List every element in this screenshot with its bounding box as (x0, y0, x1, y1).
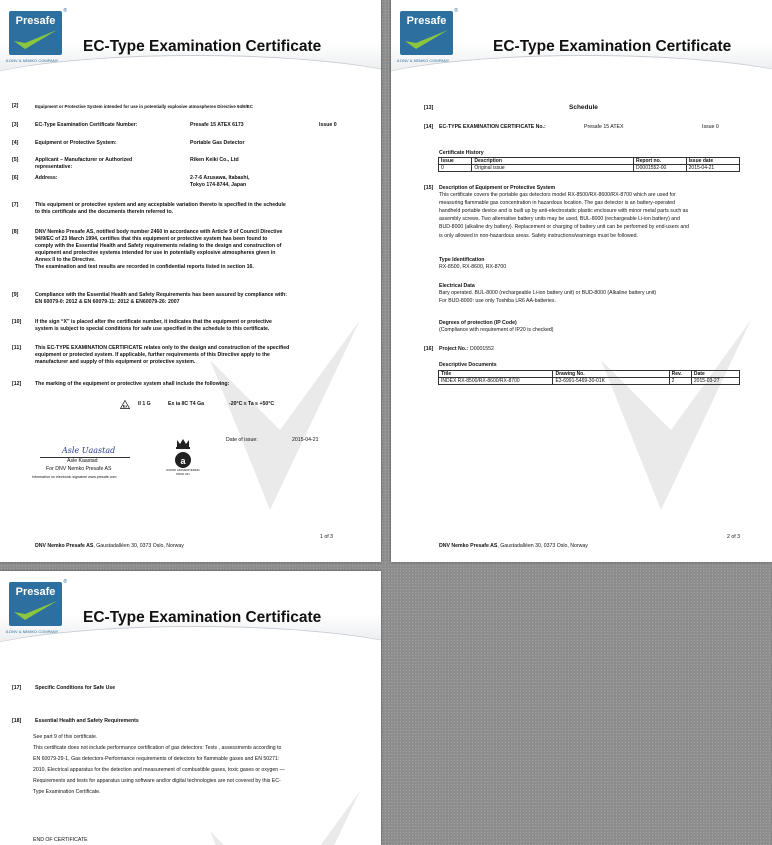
ehsr-line: EN 60079-29-1, Gas detectors-Performance requirements of detectors for flammable gases and EN 50271: (33, 756, 280, 762)
table-header-cell: Report no. (634, 158, 687, 165)
certificate-page-2 (391, 0, 772, 562)
footer-org: DNV Nemko Presafe AS (439, 543, 498, 549)
presafe-logo (9, 8, 67, 55)
date-of-issue-value: 2015-04-21 (292, 437, 319, 443)
item-number: [2] (12, 103, 19, 109)
checkmark-icon (11, 27, 60, 53)
type-identification-title: Type Identification (439, 257, 485, 263)
page-number: 1 of 3 (320, 534, 333, 540)
item-heading: Equipment or Protective System intended for use in potentially explosive atmospheres Directive 94/9/EC (35, 104, 253, 109)
marking-protection: Ex ia IIC T4 Ga (168, 401, 205, 407)
project-number-label: Project No.: (439, 346, 469, 352)
section-13-number: [13] (424, 105, 434, 111)
svg-text:Ex: Ex (122, 404, 128, 409)
signer-organization: For DNV Nemko Presafe AS (46, 466, 112, 472)
ehsr-line: This certificate does not include performance certification of gas detectors: Tests , assessments according to (33, 745, 282, 751)
item-label: EC-Type Examination Certificate Number: (35, 122, 138, 128)
item-text-line: system is subject to special conditions for safe use specified in the schedule to this certificate. (35, 326, 270, 332)
page-number: 2 of 3 (727, 534, 740, 540)
certificate-page-1 (0, 0, 381, 562)
item-number: [6] (12, 175, 19, 181)
section-16-number: [16] (424, 346, 434, 352)
table-header-cell: Issue (439, 158, 472, 165)
logo-text: Presafe (15, 15, 56, 27)
ehsr-line: Requirements and tests for apparatus using software and/or digital technologies are not covered by this EC- (33, 778, 281, 784)
presafe-logo (9, 579, 67, 626)
electrical-data-line: Bary operated. BUL-8000 (rechargeable Li-ion battery unit) or BUD-8000 (Alkaline battery unit) (439, 290, 657, 296)
description-line: is only allowed in non-hazardous areas. Safety instructions/warnings must be followed. (439, 232, 638, 239)
item-label: Applicant – Manufacturer or Authorized representative: (35, 157, 133, 170)
checkmark-icon (402, 27, 451, 53)
type-identification-value: RX-8500, RX-8600, RX-8700 (439, 264, 507, 270)
conditions-title: Specific Conditions for Safe Use (35, 685, 116, 691)
logo-registered-mark: ® (63, 579, 67, 585)
item-text-line: manufacturer and supply of this equipment or protective system. (35, 359, 196, 365)
item-number: [5] (12, 157, 19, 163)
item-text-line: equipment or protected system. If applicable, further requirements of this Directive apply to the (35, 352, 270, 358)
table-header-cell: Drawing No. (553, 371, 669, 378)
table-cell: Original issue (472, 165, 634, 172)
marking-temperature: -20°C ≤ Ta ≤ +50°C (229, 401, 275, 407)
ip-code-value: (Compliance with requirement of IP20 is checked) (439, 327, 554, 333)
logo-subtitle: A DNV & NEMKO COMPANY (5, 629, 59, 634)
table-row (439, 378, 740, 385)
ehsr-line: 2010, Electrical apparatus for the detection and measurement of combustible gases, toxic gases or oxygen — (33, 767, 285, 773)
item-value-line: Tokyo 174-8744, Japan (190, 182, 247, 188)
accreditation-text: NORSK AKKREDITERING PROD 021 (166, 468, 200, 476)
table-cell: 2015-04-21 (686, 165, 739, 172)
ex-mark-icon (120, 400, 130, 412)
table-cell: D0001552-00 (634, 165, 687, 172)
description-line: handheld portable device and is built up by anti-electrostatic plastic enclosure with minor metal parts such as (439, 208, 689, 215)
ehsr-line: Type Examination Certificate. (33, 789, 101, 795)
page-header (0, 571, 381, 649)
table-cell: 2015-03-27 (691, 378, 739, 385)
item-text-line: This equipment or protective system and any acceptable variation thereto is specified in the schedule (35, 202, 286, 208)
section-17-number: [17] (12, 685, 22, 691)
end-of-certificate: END OF CERTIFICATE (33, 837, 88, 843)
item-text-line: Annex II to the Directive. (35, 257, 96, 263)
project-number-value: D0001552 (470, 346, 494, 352)
table-cell: 2 (669, 378, 691, 385)
item-text-line: comply with the Essential Health and Safety requirements relating to the design and construction of (35, 243, 282, 249)
table-cell: 0 (439, 165, 472, 172)
certificate-history-title: Certificate History (439, 150, 484, 156)
certificate-page-3 (0, 571, 381, 845)
ehsr-title: Essential Health and Safety Requirements (35, 718, 139, 724)
logo-subtitle: A DNV & NEMKO COMPANY (396, 58, 450, 63)
item-number: [12] (12, 381, 22, 387)
item-number: [7] (12, 202, 19, 208)
item-text-line: to this certificate and the documents therein referred to. (35, 209, 174, 215)
description-title: Description of Equipment or Protective System (439, 185, 556, 191)
table-cell: E3-6991-5469-30-01K (553, 378, 669, 385)
logo-registered-mark: ® (63, 8, 67, 14)
description-line: This certificate covers the portable gas detectors model RX-8500/RX-8600/RX-8700 which are used for (439, 192, 676, 198)
item-text-line: The examination and test results are recorded in confidential reports listed in section 16. (35, 264, 254, 270)
logo-text: Presafe (15, 586, 56, 598)
page-footer (439, 543, 588, 549)
descriptive-documents-title: Descriptive Documents (439, 362, 497, 368)
item-text-line: DNV Nemko Presafe AS, notified body number 2460 in accordance with Article 9 of Council Directive (35, 229, 283, 235)
checkmark-icon (11, 598, 60, 624)
page-header (0, 0, 381, 78)
item-text-line: If the sign “X” is placed after the certificate number, it indicates that the equipment or protective (35, 319, 272, 325)
item-label: Equipment or Protective System: (35, 140, 117, 146)
item-value: Presafe 15 ATEX 6173 (190, 122, 244, 128)
marking-group: II 1 G (138, 401, 151, 407)
ehsr-line: See part 9 of this certificate. (33, 734, 98, 740)
footer-org: DNV Nemko Presafe AS (35, 543, 94, 549)
item-text-line: equipment and protective systems intended for use in potentially explosive atmospheres given in (35, 250, 276, 256)
table-header-cell: Title (439, 371, 553, 378)
watermark-checkmark-icon (210, 791, 360, 845)
descriptive-documents-table (438, 370, 740, 385)
page-title: EC-Type Examination Certificate (83, 38, 322, 55)
page-header (391, 0, 772, 78)
signer-name: Asle Kaastad (67, 458, 98, 464)
item-number: [4] (12, 140, 19, 146)
signature-note: Information on electronic signature www.presafe.com (32, 475, 117, 479)
section-14-number: [14] (424, 124, 434, 130)
item-value: Riken Keiki Co., Ltd (190, 157, 239, 163)
section-18-number: [18] (12, 718, 22, 724)
table-header-cell: Date (691, 371, 739, 378)
certificate-number-value: Presafe 15 ATEX (584, 124, 624, 130)
accreditation-logo (168, 438, 198, 480)
logo-registered-mark: ® (454, 8, 458, 14)
item-text-line: This EC-TYPE EXAMINATION CERTIFICATE relates only to the design and construction of the specified (35, 345, 290, 351)
item-text-line: EN 60079-0: 2012 & EN 60079-11: 2012 & EN60079-26: 2007 (35, 299, 180, 305)
issue-label: Issue 0 (702, 124, 719, 130)
item-number: [10] (12, 319, 22, 325)
description-line: measuring flammable gas concentration in hazardous location. The gas detector is an battery-operated (439, 200, 676, 207)
certificate-history-table (438, 157, 740, 172)
item-text-line: 94/9/EC of 23 March 1994, certifies that this equipment or protective system has been found to (35, 236, 268, 242)
item-text-line: The marking of the equipment or protective system shall include the following: (35, 381, 230, 387)
table-header-cell: Issue date (686, 158, 739, 165)
item-value-line: 2-7-6 Azusawa, Itabashi, (190, 175, 250, 181)
item-text-line: Compliance with the Essential Health and Safety Requirements has been assured by compliance with: (35, 292, 287, 298)
watermark-checkmark-icon (601, 320, 751, 510)
item-value: Portable Gas Detector (190, 140, 245, 146)
footer-address: , Gaustadalléen 30, 0373 Oslo, Norway (93, 543, 184, 549)
item-number: [9] (12, 292, 19, 298)
logo-text: Presafe (406, 15, 447, 27)
ip-code-title: Degrees of protection (IP Code) (439, 320, 517, 326)
table-header-cell: Rev. (669, 371, 691, 378)
footer-address: , Gaustadalléen 30, 0373 Oslo, Norway (497, 543, 588, 549)
table-row (439, 165, 740, 172)
svg-text:a: a (180, 456, 186, 466)
certificate-number-label: EC-TYPE EXAMINATION CERTIFICATE No.: (439, 124, 546, 130)
date-of-issue-label: Date of issue: (226, 437, 258, 443)
electrical-data-line: For BUD-8000: use only Toshiba LR6 AA-batteries. (439, 298, 556, 304)
item-label: Address: (35, 175, 58, 181)
logo-subtitle: A DNV & NEMKO COMPANY (5, 58, 59, 63)
section-15-number: [15] (424, 185, 434, 191)
page-title: EC-Type Examination Certificate (83, 609, 322, 626)
page-footer (35, 543, 184, 549)
description-line: assembly screws. Two alternative battery units may be used, BUL-8000 (rechargeable Li-ion battery) and (439, 216, 680, 223)
item-number: [8] (12, 229, 19, 235)
presafe-logo (400, 8, 458, 55)
table-cell: INDEX RX-8500/RX-8600/RX-8700 (439, 378, 553, 385)
item-extra: Issue 0 (319, 122, 337, 128)
table-header-cell: Description (472, 158, 634, 165)
schedule-heading: Schedule (569, 104, 598, 111)
page-title: EC-Type Examination Certificate (493, 38, 732, 55)
electrical-data-title: Electrical Data (439, 283, 475, 289)
item-number: [11] (12, 345, 21, 351)
item-number: [3] (12, 122, 19, 128)
description-line: BUD-8000 (alkaline dry battery). Replacement or charging of battery unit can be performed by end-users and (439, 224, 689, 231)
handwritten-signature: Asle Uaastad (62, 446, 116, 455)
